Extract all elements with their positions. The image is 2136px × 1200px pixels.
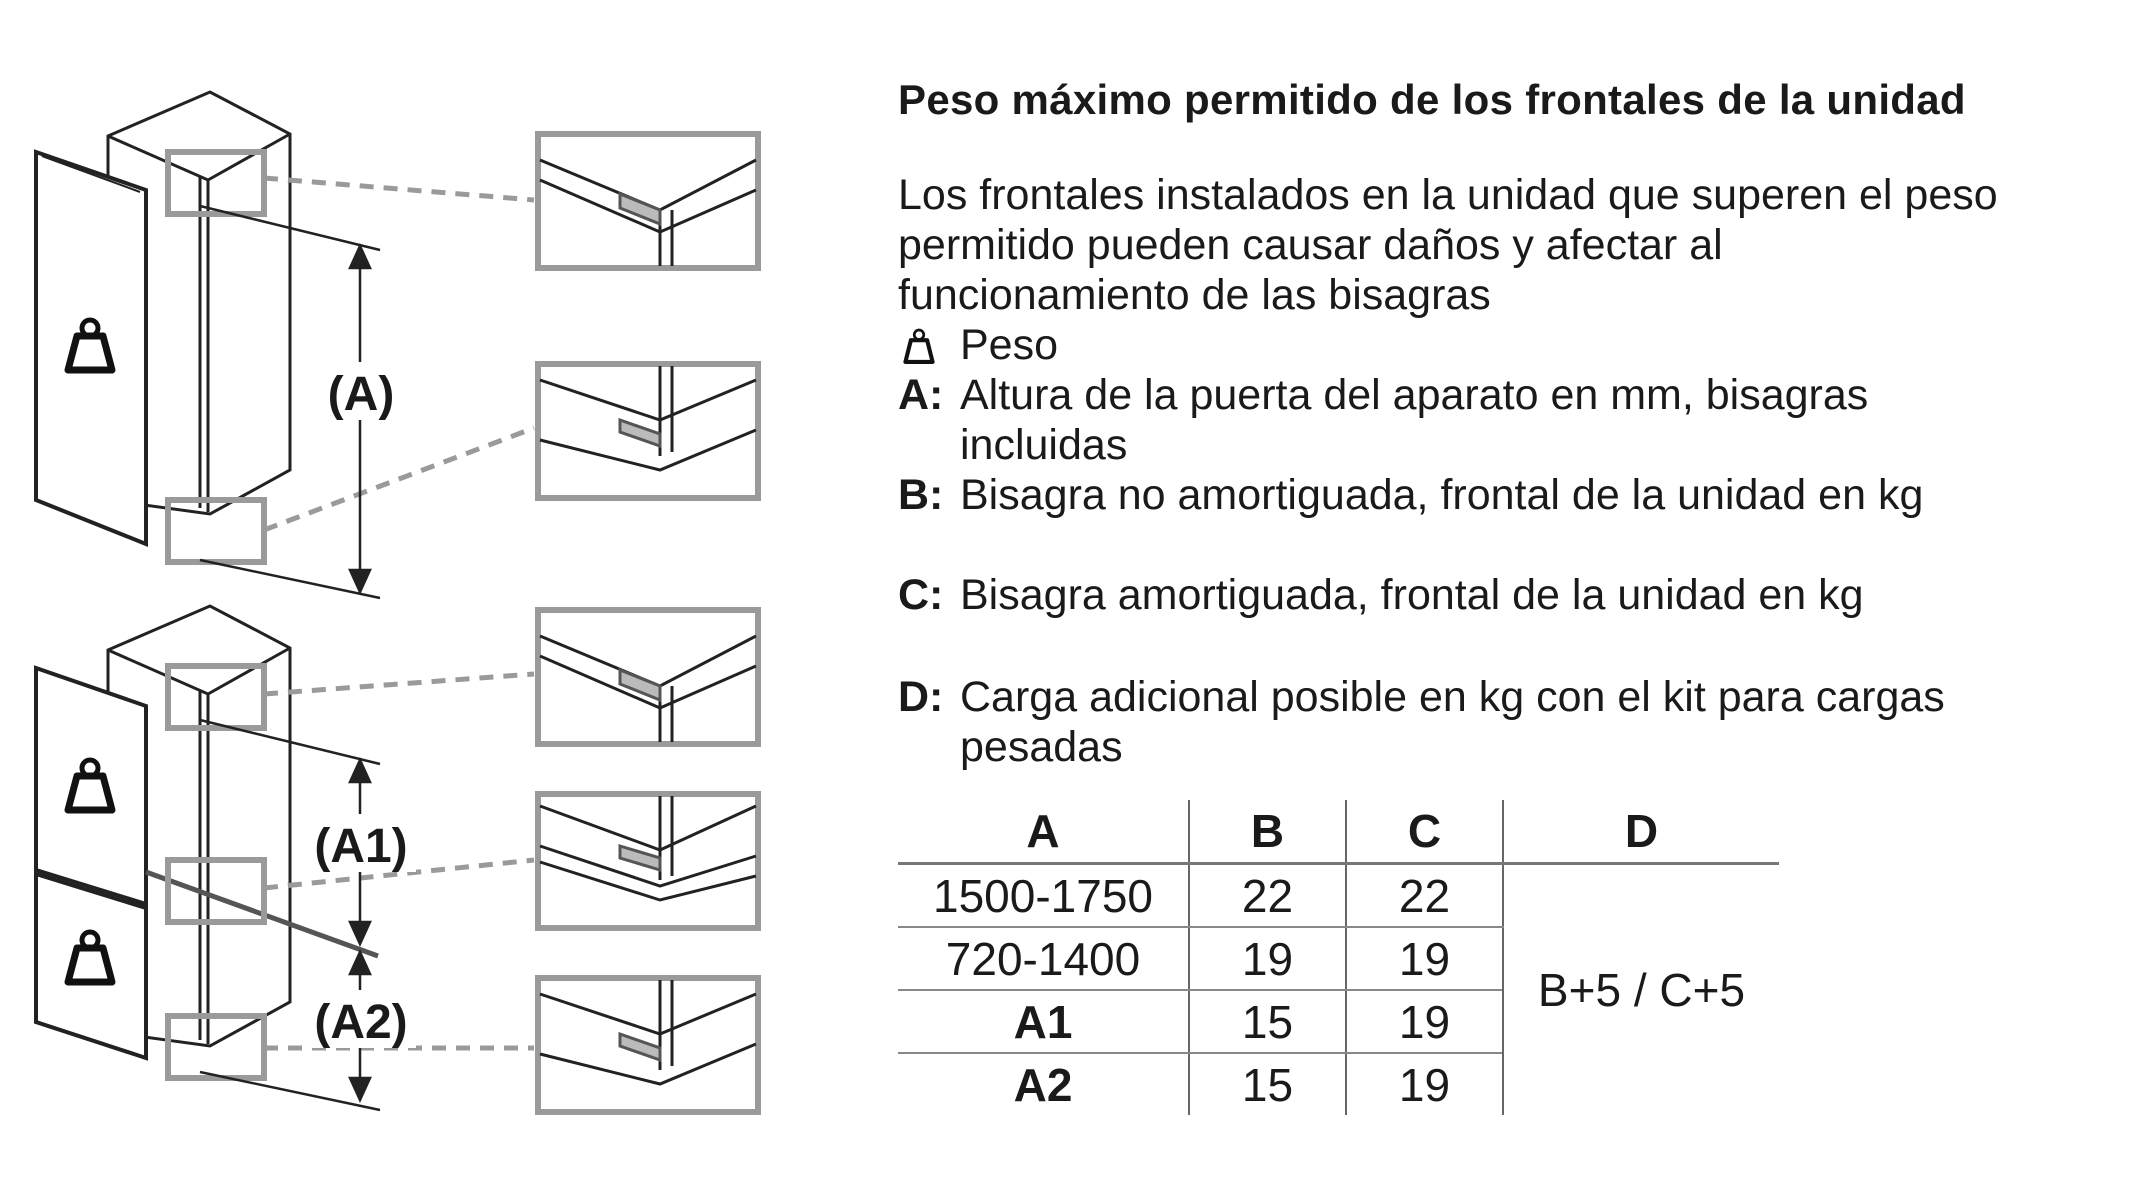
page-title: Peso máximo permitido de los frontales de la unidad xyxy=(898,76,1966,123)
legend-b-desc: Bisagra no amortiguada, frontal de la unidad en kg xyxy=(960,471,1924,519)
legend-b xyxy=(898,470,2118,520)
table-cell: 19 xyxy=(1189,927,1346,990)
legend-a-desc-cont: incluidas xyxy=(960,421,1128,469)
legend-c xyxy=(898,570,2118,620)
table-header-row xyxy=(898,800,1779,864)
table-cell: 720-1400 xyxy=(898,927,1189,990)
legend-weight-desc: Peso xyxy=(960,321,1059,369)
table-cell: 22 xyxy=(1189,864,1346,928)
legend-d-key: D: xyxy=(898,673,944,721)
intro-line: funcionamiento de las bisagras xyxy=(898,271,1491,319)
weight-icon xyxy=(900,328,938,366)
table-header-c: C xyxy=(1346,800,1503,864)
table-cell-d-value: B+5 / C+5 xyxy=(1503,864,1779,1116)
weight-table xyxy=(898,800,1779,1115)
legend-d-desc-cont: pesadas xyxy=(960,723,1123,771)
table-cell: 19 xyxy=(1346,1053,1503,1115)
table-cell: 1500-1750 xyxy=(898,864,1189,928)
intro-line: Los frontales instalados en la unidad que superen el peso xyxy=(898,171,1998,219)
legend-b-key: B: xyxy=(898,471,944,519)
text-panel xyxy=(898,70,2118,772)
dimension-a1-label: (A1) xyxy=(314,820,408,873)
legend-c-desc: Bisagra amortiguada, frontal de la unidad en kg xyxy=(960,571,1864,619)
hinge-detail-panels xyxy=(538,134,758,1112)
dimension-a-label: (A) xyxy=(327,368,395,421)
legend-c-key: C: xyxy=(898,571,944,619)
legend-weight xyxy=(898,320,2118,370)
table-cell: 15 xyxy=(1189,1053,1346,1115)
intro-line: permitido pueden causar daños y afectar al xyxy=(898,221,1723,269)
legend-a-desc: Altura de la puerta del aparato en mm, bisagras xyxy=(960,371,1869,419)
table-cell: A1 xyxy=(898,990,1189,1053)
legend-a-key: A: xyxy=(898,371,944,419)
table-header-b: B xyxy=(1189,800,1346,864)
table-cell: 19 xyxy=(1346,927,1503,990)
table-cell: A2 xyxy=(1013,1058,1073,1111)
dimension-a2-label: (A2) xyxy=(314,996,408,1049)
table-cell: 15 xyxy=(1189,990,1346,1053)
table-header-d: D xyxy=(1503,800,1779,864)
table-header-a: A xyxy=(898,800,1189,864)
table-cell: 19 xyxy=(1346,990,1503,1053)
legend-d xyxy=(898,672,2118,772)
intro-paragraph xyxy=(898,170,2118,320)
legend-a xyxy=(898,370,2118,470)
table-row xyxy=(898,864,1779,928)
single-door-appliance xyxy=(36,92,290,544)
legend-d-desc: Carga adicional posible en kg con el kit para cargas xyxy=(960,673,1945,721)
table-cell: 22 xyxy=(1346,864,1503,928)
hinge-installation-diagram xyxy=(0,0,780,1200)
